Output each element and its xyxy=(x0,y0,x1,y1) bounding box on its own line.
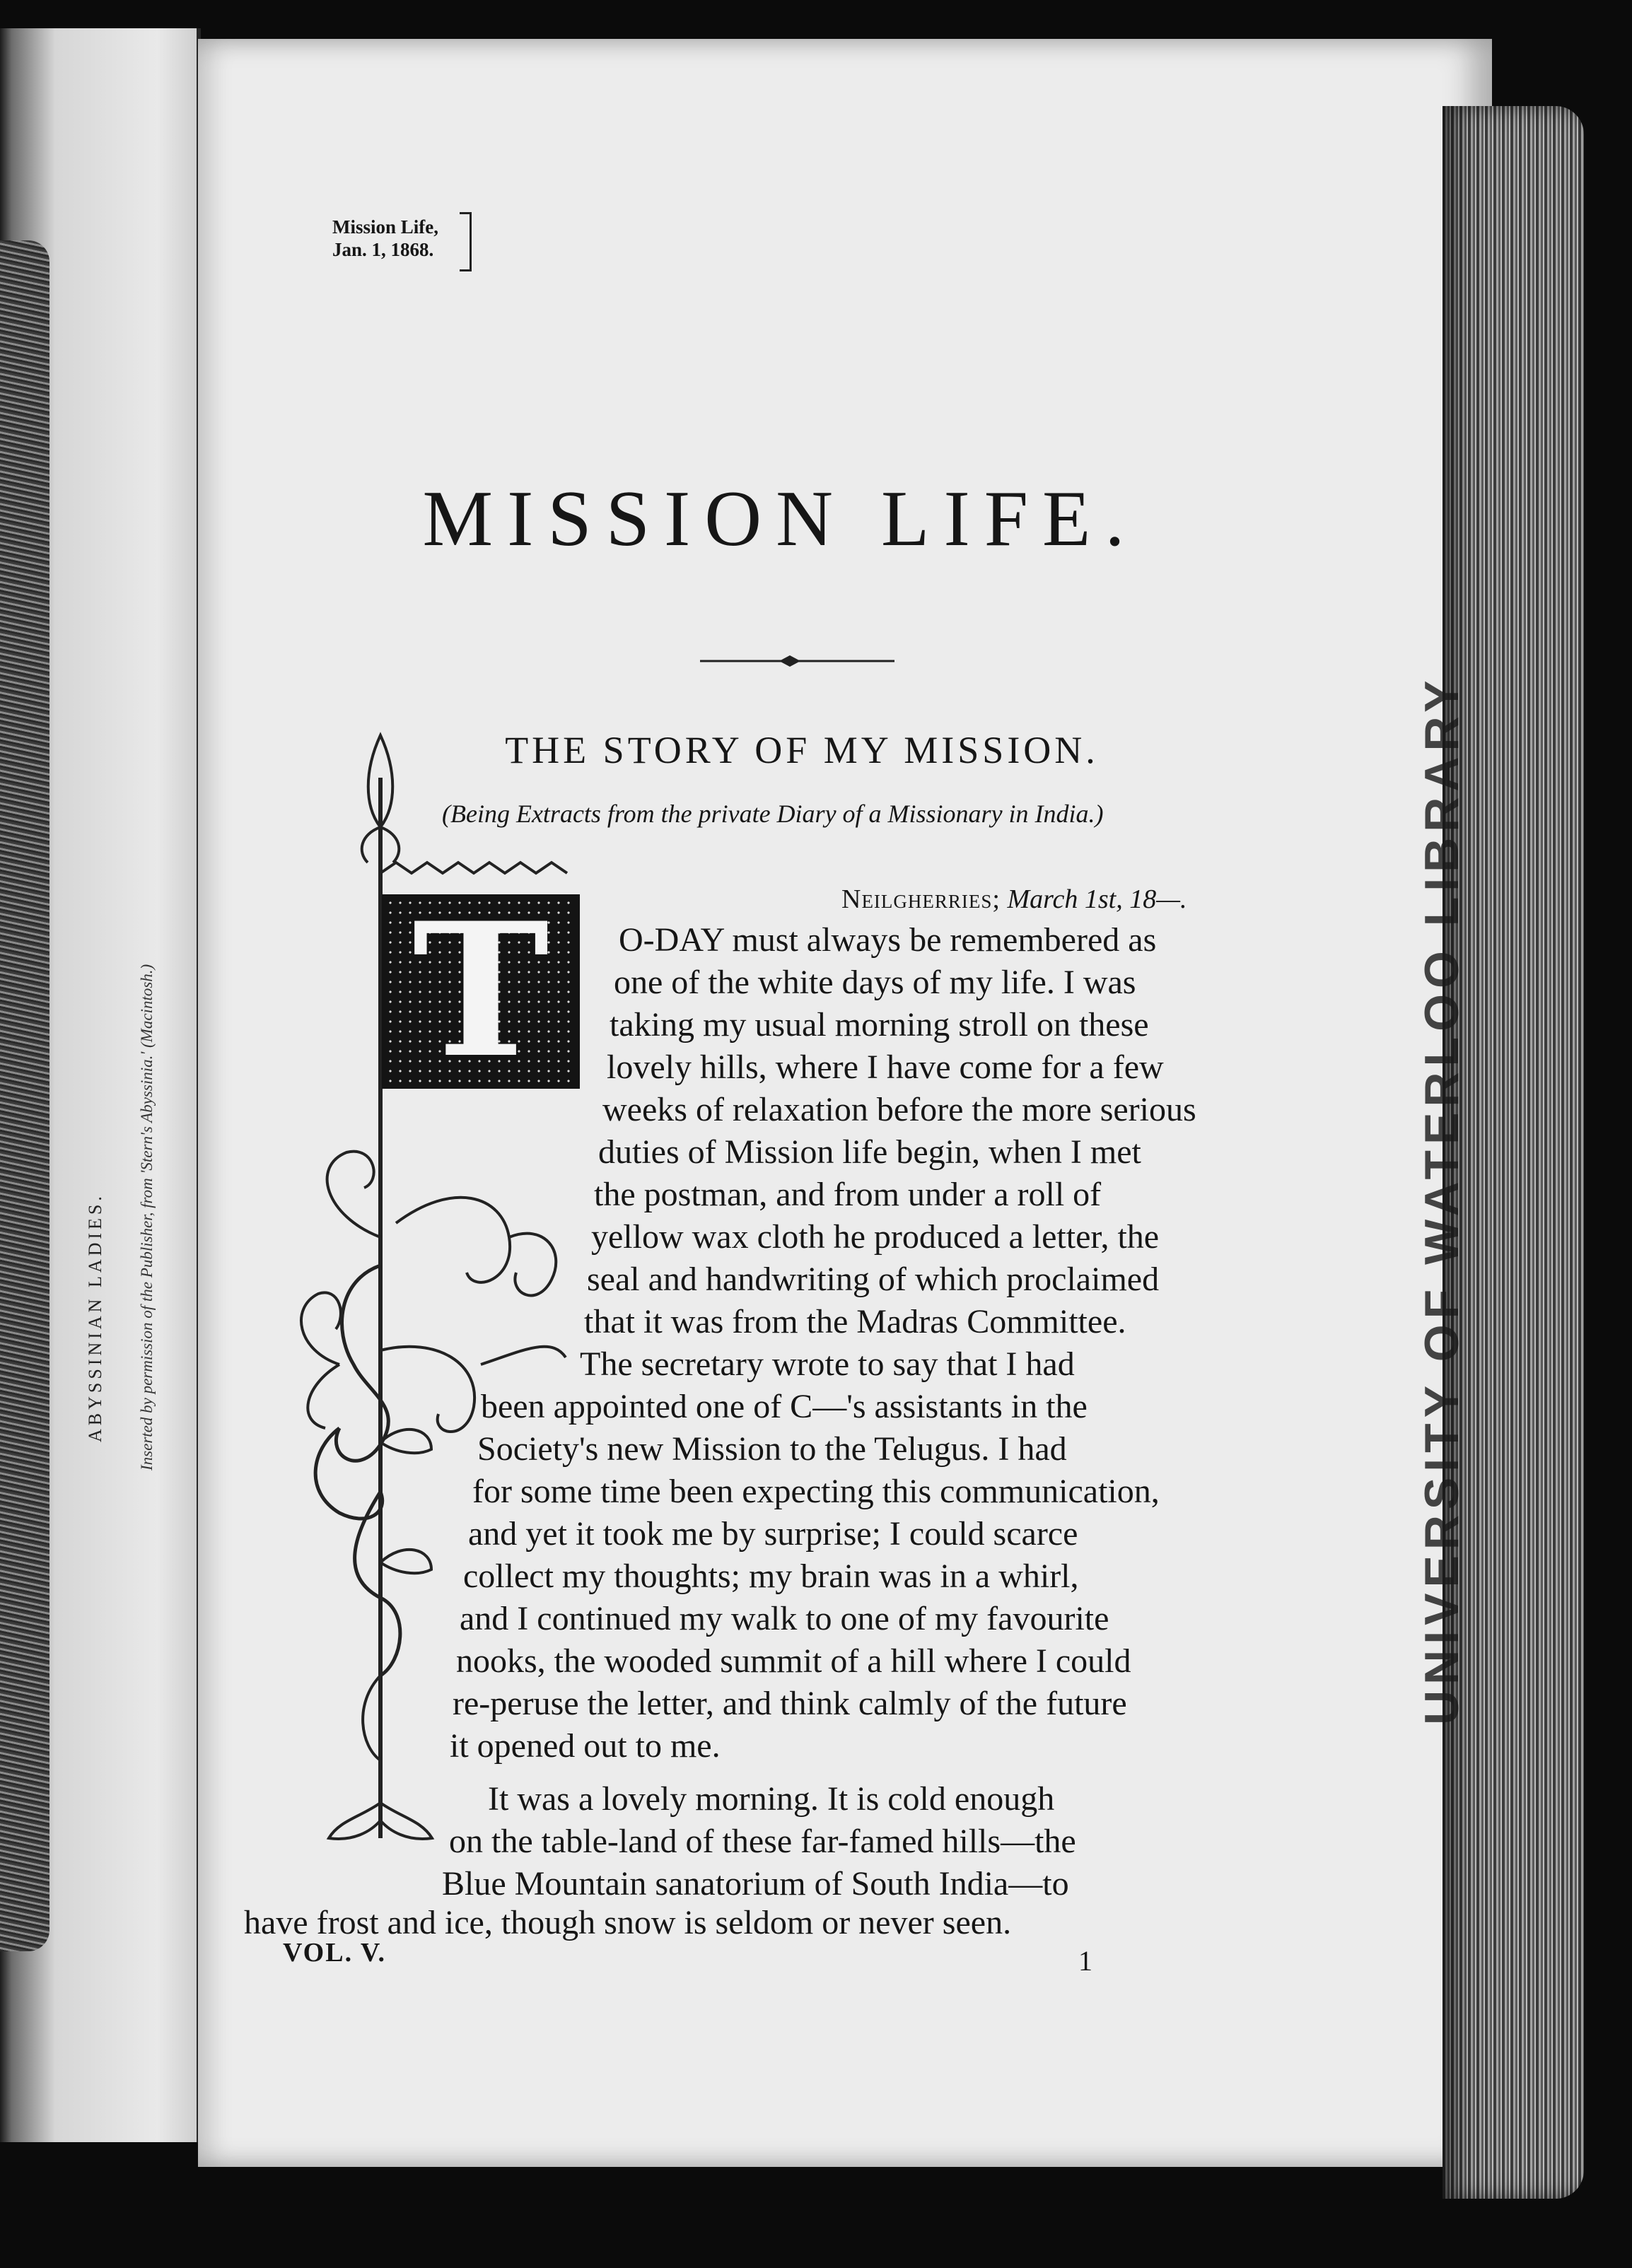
dateline xyxy=(841,884,1187,915)
body-line: Blue Mountain sanatorium of South India—to xyxy=(442,1865,1069,1902)
story-subtitle: (Being Extracts from the private Diary of a Missionary in India.) xyxy=(442,800,1104,828)
body-line: duties of Mission life begin, when I met xyxy=(598,1133,1141,1171)
body-line: on the table-land of these far-famed hills—the xyxy=(449,1823,1076,1860)
facing-page-caption: ABYSSINIAN LADIES. xyxy=(85,1193,105,1442)
story-title: THE STORY OF MY MISSION. xyxy=(505,729,1099,771)
body-line: weeks of relaxation before the more serious xyxy=(602,1091,1196,1128)
dateline-date: March 1st, 18—. xyxy=(1007,884,1187,914)
body-line: O-DAY must always be remembered as xyxy=(619,921,1157,959)
running-head-bracket xyxy=(460,212,472,271)
masthead-title: MISSION LIFE. xyxy=(422,475,1139,563)
page-number: 1 xyxy=(1078,1945,1092,1977)
running-head xyxy=(332,216,438,261)
body-line: taking my usual morning stroll on these xyxy=(610,1006,1149,1044)
drop-cap xyxy=(382,883,580,1099)
volume-signature: VOL. V. xyxy=(283,1938,386,1968)
body-line: that it was from the Madras Committee. xyxy=(584,1303,1126,1340)
body-line: It was a lovely morning. It is cold enough xyxy=(488,1780,1055,1818)
running-head-line: Mission Life, xyxy=(332,216,439,238)
facing-page-credit: Inserted by permission of the Publisher, from 'Stern's Abyssinia.' (Macintosh.) xyxy=(138,964,156,1471)
body-line: and I continued my walk to one of my favourite xyxy=(460,1600,1109,1637)
body-line: nooks, the wooded summit of a hill where I could xyxy=(456,1642,1131,1680)
body-line: yellow wax cloth he produced a letter, the xyxy=(591,1218,1160,1256)
dateline-place: Neilgherries; xyxy=(841,884,1001,914)
body-line: for some time been expecting this communication, xyxy=(472,1473,1160,1510)
body-line: the postman, and from under a roll of xyxy=(594,1176,1102,1213)
drop-cap-letter: T xyxy=(412,883,549,1099)
body-line: Society's new Mission to the Telugus. I had xyxy=(477,1430,1067,1468)
body-line: seal and handwriting of which proclaimed xyxy=(587,1261,1160,1298)
body-line: have frost and ice, though snow is seldom or never seen. xyxy=(244,1904,1012,1941)
body-line: re-peruse the letter, and think calmly of the future xyxy=(453,1685,1127,1722)
body-line: The secretary wrote to say that I had xyxy=(580,1345,1075,1383)
body-line: been appointed one of C—'s assistants in the xyxy=(481,1388,1088,1425)
library-edge-stamp: UNIVERSITY OF WATERLOO LIBRARY xyxy=(1415,674,1469,1725)
running-head-line: Jan. 1, 1868. xyxy=(332,239,434,260)
body-line: it opened out to me. xyxy=(450,1727,721,1765)
rule-ornament xyxy=(700,650,898,672)
body-line: and yet it took me by surprise; I could scarce xyxy=(468,1515,1078,1553)
body-line: lovely hills, where I have come for a few xyxy=(607,1048,1164,1086)
body-line: collect my thoughts; my brain was in a whirl, xyxy=(463,1557,1079,1595)
body-line: one of the white days of my life. I was xyxy=(614,964,1136,1001)
